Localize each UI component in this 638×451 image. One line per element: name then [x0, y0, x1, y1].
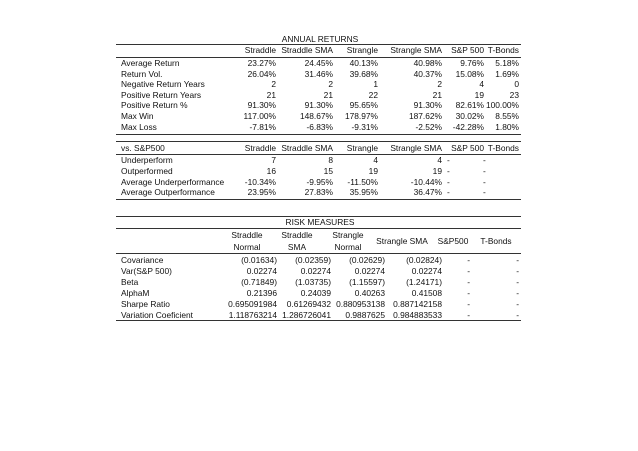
cell-value: 40.13% [349, 58, 378, 68]
cell-value: 8 [328, 155, 333, 165]
cell-value: - [516, 276, 519, 287]
cell-value: 0 [514, 79, 519, 90]
column-header-line: Normal [233, 242, 261, 252]
cell-value: (0.01634) [241, 255, 277, 265]
cell-value: 82.61% [455, 100, 484, 111]
cell-value: 39.68% [349, 68, 378, 79]
vs-header-row [116, 143, 520, 154]
cell-value: 0.02274 [411, 265, 442, 276]
cell-value: 0.02274 [354, 265, 385, 276]
row-label: Outperformed [121, 165, 173, 176]
cell-value: 36.47% [413, 187, 442, 198]
cell-value: - [483, 176, 486, 187]
row-label: Covariance [121, 255, 164, 265]
table-row [116, 155, 520, 166]
table-bottom-rule [116, 134, 521, 135]
table-row [116, 58, 520, 69]
cell-value: 1.80% [495, 121, 519, 132]
cell-value: 0.02274 [246, 265, 277, 276]
cell-value: 5.18% [495, 58, 519, 68]
cell-value: 23 [509, 89, 519, 100]
risk-bottom-rule [116, 320, 521, 321]
cell-value: - [483, 155, 486, 165]
row-label: Sharpe Ratio [121, 298, 170, 309]
column-header-line: Normal [334, 242, 362, 252]
cell-value: 23.27% [247, 58, 276, 68]
cell-value: 23.95% [247, 187, 276, 198]
cell-value: 31.46% [304, 68, 333, 79]
cell-value: 27.83% [304, 187, 333, 198]
row-label: Max Win [121, 111, 154, 121]
table-row [116, 79, 520, 90]
cell-value: 19 [432, 165, 442, 176]
cell-value: - [467, 276, 470, 287]
risk-measures-title: RISK MEASURES [285, 217, 355, 227]
row-label: Average Return [121, 58, 180, 68]
row-label: Beta [121, 276, 139, 287]
cell-value: -6.83% [306, 121, 333, 132]
column-header-line: Strangle SMA [376, 236, 428, 246]
column-header-line: Straddle [231, 230, 263, 240]
vs-top-rule [116, 141, 521, 142]
table-row [116, 187, 520, 198]
cell-value: 0.40263 [354, 287, 385, 298]
cell-value: 0.984883533 [393, 309, 442, 320]
cell-value: -9.31% [351, 121, 378, 132]
column-header: S&P 500 [451, 45, 484, 55]
cell-value: 15 [323, 165, 333, 176]
cell-value: - [447, 187, 450, 198]
cell-value: -2.52% [415, 121, 442, 132]
table-row [116, 277, 520, 288]
column-header: Strangle SMA [390, 143, 442, 153]
cell-value: - [447, 176, 450, 187]
cell-value: 0.21396 [246, 287, 277, 298]
cell-value: (1.24171) [406, 276, 442, 287]
cell-value: 21 [323, 89, 333, 100]
row-label: Average Outperformance [121, 187, 215, 198]
cell-value: - [467, 309, 470, 320]
cell-value: - [516, 265, 519, 276]
cell-value: 7 [271, 155, 276, 165]
cell-value: 117.00% [243, 111, 276, 121]
column-header: T-Bonds [487, 45, 519, 55]
table-row [116, 310, 520, 321]
column-header: Straddle [244, 143, 276, 153]
cell-value: - [467, 255, 470, 265]
cell-value: 1.286726041 [282, 309, 331, 320]
cell-value: - [467, 287, 470, 298]
column-header: S&P 500 [451, 143, 484, 153]
column-header: Straddle SMA [281, 143, 333, 153]
table-row [116, 122, 520, 133]
table-row [116, 90, 520, 101]
cell-value: 187.62% [408, 111, 442, 121]
cell-value: 0.887142158 [393, 298, 442, 309]
cell-value: 21 [266, 89, 276, 100]
cell-value: - [516, 255, 519, 265]
cell-value: 100.00% [485, 100, 519, 111]
cell-value: 8.55% [495, 111, 519, 121]
table-row [116, 111, 520, 122]
table-row [116, 266, 520, 277]
cell-value: 148.67% [299, 111, 333, 121]
cell-value: 1 [373, 79, 378, 90]
cell-value: 9.76% [460, 58, 484, 68]
cell-value: 19 [474, 89, 484, 100]
cell-value: (0.02359) [295, 255, 331, 265]
cell-value: 1.118763214 [228, 309, 277, 320]
cell-value: 19 [368, 165, 378, 176]
annual-returns-header-row [116, 45, 520, 56]
cell-value: -42.28% [452, 121, 484, 132]
row-label: Average Underperformance [121, 176, 225, 187]
cell-value: 0.24039 [300, 287, 331, 298]
cell-value: 91.30% [247, 100, 276, 111]
cell-value: -7.81% [249, 121, 276, 132]
cell-value: (0.02824) [406, 255, 442, 265]
cell-value: 21 [432, 89, 442, 100]
cell-value: 91.30% [304, 100, 333, 111]
cell-value: (1.03735) [295, 276, 331, 287]
table-row [116, 166, 520, 177]
column-header: Strangle SMA [390, 45, 442, 55]
vs-title: vs. S&P500 [121, 143, 165, 153]
cell-value: 40.98% [413, 58, 442, 68]
cell-value: 95.65% [349, 100, 378, 111]
cell-value: 91.30% [413, 100, 442, 111]
annual-returns-title: ANNUAL RETURNS [281, 34, 359, 44]
cell-value: 4 [479, 79, 484, 90]
cell-value: 22 [368, 89, 378, 100]
row-label: Underperform [121, 155, 173, 165]
cell-value: - [516, 309, 519, 320]
column-header-line: T-Bonds [480, 236, 512, 246]
cell-value: -9.95% [306, 176, 333, 187]
row-label: Return Vol. [121, 68, 163, 79]
cell-value: 15.08% [455, 68, 484, 79]
row-label: Max Loss [121, 121, 157, 132]
cell-value: 26.04% [247, 68, 276, 79]
column-header-line: Straddle [281, 230, 313, 240]
column-header: Strangle [346, 45, 378, 55]
cell-value: 0.880953138 [336, 298, 385, 309]
row-label: Var(S&P 500) [121, 265, 172, 276]
table-row [116, 100, 520, 111]
cell-value: 4 [437, 155, 442, 165]
cell-value: (0.02629) [349, 255, 385, 265]
cell-value: 24.45% [304, 58, 333, 68]
cell-value: 0.02274 [300, 265, 331, 276]
cell-value: - [447, 155, 450, 165]
cell-value: - [483, 187, 486, 198]
cell-value: 0.9887625 [345, 309, 385, 320]
row-label: Positive Return Years [121, 89, 202, 100]
cell-value: 2 [437, 79, 442, 90]
cell-value: (0.71849) [241, 276, 277, 287]
row-label: Variation Coeficient [121, 309, 194, 320]
table-row [116, 177, 520, 188]
cell-value: 30.02% [455, 111, 484, 121]
cell-value: - [467, 265, 470, 276]
row-label: AlphaM [121, 287, 150, 298]
column-header: Straddle [244, 45, 276, 55]
column-header [461, 235, 531, 247]
table-row [116, 255, 520, 266]
cell-value: 16 [266, 165, 276, 176]
cell-value: 178.97% [344, 111, 378, 121]
table-row [116, 288, 520, 299]
cell-value: 0.695091984 [228, 298, 277, 309]
risk-header-rule [116, 253, 521, 254]
cell-value: - [447, 165, 450, 176]
column-header: Strangle [346, 143, 378, 153]
column-header-line: Strangle [332, 230, 364, 240]
cell-value: -11.50% [347, 176, 378, 187]
column-header: T-Bonds [487, 143, 519, 153]
cell-value: 4 [373, 155, 378, 165]
cell-value: 1.69% [495, 68, 519, 79]
column-header-line: SMA [287, 242, 307, 252]
table-row [116, 69, 520, 80]
cell-value: 0.61269432 [286, 298, 331, 309]
cell-value: - [483, 165, 486, 176]
table-row [116, 299, 520, 310]
cell-value: 0.41508 [411, 287, 442, 298]
cell-value: (1.15597) [349, 276, 385, 287]
cell-value: - [516, 298, 519, 309]
vs-bottom-rule [116, 199, 521, 200]
cell-value: -10.34% [244, 176, 276, 187]
cell-value: - [467, 298, 470, 309]
cell-value: 2 [328, 79, 333, 90]
cell-value: 2 [271, 79, 276, 90]
cell-value: -10.44% [410, 176, 442, 187]
cell-value: 40.37% [413, 68, 442, 79]
cell-value: 35.95% [349, 187, 378, 198]
column-header-line: S&P500 [437, 236, 469, 246]
row-label: Negative Return Years [121, 79, 205, 90]
column-header: Straddle SMA [281, 45, 333, 55]
cell-value: - [516, 287, 519, 298]
row-label: Positive Return % [121, 100, 188, 111]
